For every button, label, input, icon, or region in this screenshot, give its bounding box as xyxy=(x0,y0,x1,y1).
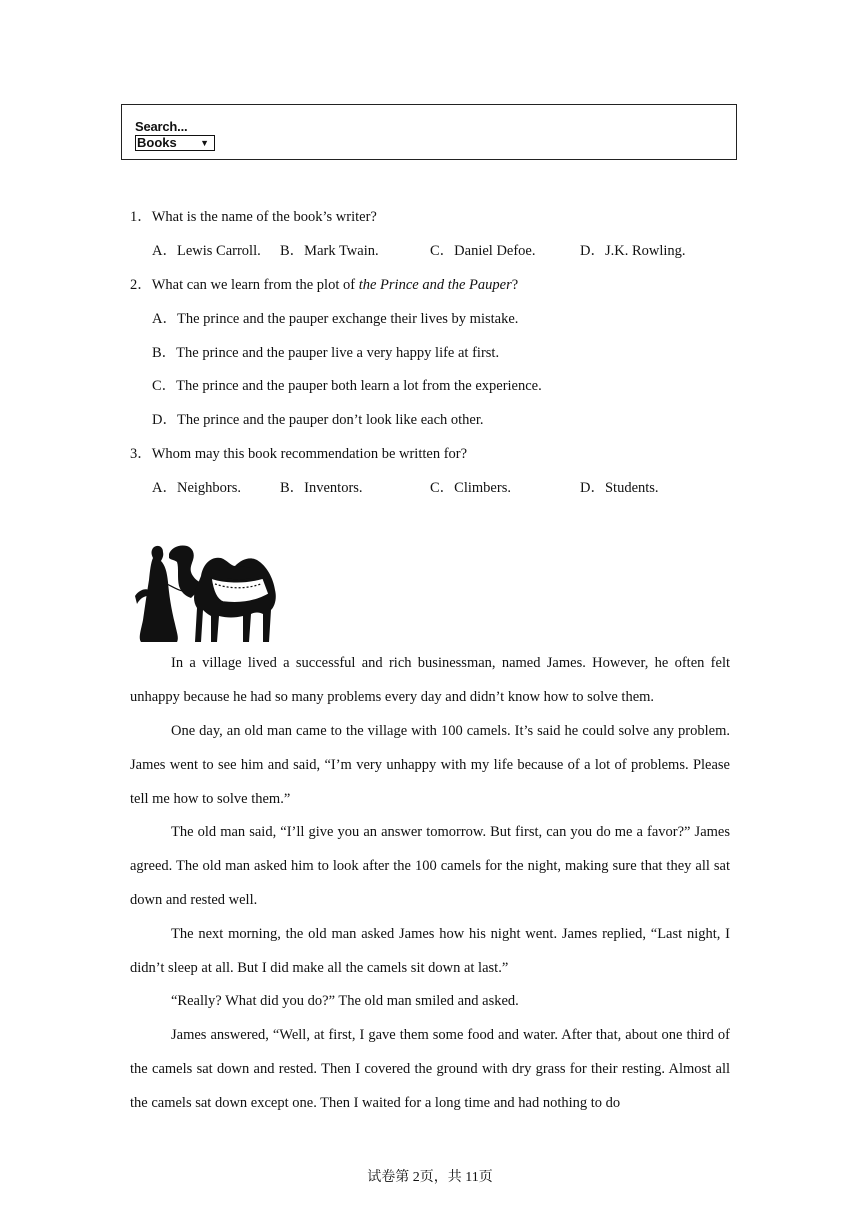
question-1 xyxy=(130,205,377,226)
page-footer: 试卷第 2页，共 11页 xyxy=(367,1170,493,1185)
story-paragraph-6: James answered, “Well, at first, I gave them some food and water. After that, about one third of the camels sat down and rested. Then I covered the ground with dry grass for their resting. Almost all the camels sat down except one. Then I waited for a long time and had nothing to do xyxy=(130,1027,730,1111)
question-3-option-b: B．Inventors. xyxy=(280,480,363,496)
question-2-number: 2． xyxy=(130,277,152,293)
search-widget xyxy=(121,104,737,160)
story-paragraph-3: The old man said, “I’ll give you an answer tomorrow. But first, can you do me a favor?” James agreed. The old man asked him to look after the 100 camels for the night, making sure that they all sat down and rested well. xyxy=(130,824,730,908)
question-1-option-c: C．Daniel Defoe. xyxy=(430,243,536,259)
question-3-text: Whom may this book recommendation be written for? xyxy=(151,446,468,462)
question-3-number: 3． xyxy=(130,446,152,462)
category-select-value: Books xyxy=(137,135,177,150)
question-3-option-c: C．Climbers. xyxy=(430,480,511,496)
question-2-option-d: D．The prince and the pauper don’t look like each other. xyxy=(152,412,484,428)
story-paragraph-2: One day, an old man came to the village with 100 camels. It’s said he could solve any problem. James went to see him and said, “I’m very unhappy with my life because of a lot of problems. Please tell me how to solve them.” xyxy=(130,723,730,807)
question-2-book-title: the Prince and the Pauper xyxy=(358,277,512,293)
question-1-option-b: B．Mark Twain. xyxy=(280,243,379,259)
question-1-text: What is the name of the book’s writer? xyxy=(151,209,377,225)
camel-silhouette-icon xyxy=(131,538,283,644)
question-2-option-a: A．The prince and the pauper exchange their lives by mistake. xyxy=(152,311,519,327)
question-2 xyxy=(130,273,518,294)
question-2-option-c: C．The prince and the pauper both learn a lot from the experience. xyxy=(152,378,542,394)
question-1-option-d: D．J.K. Rowling. xyxy=(580,243,686,259)
search-label: Search... xyxy=(135,119,188,134)
question-3 xyxy=(130,442,467,463)
question-3-option-d: D．Students. xyxy=(580,480,659,496)
question-2-text-end: ? xyxy=(511,277,519,293)
category-select xyxy=(135,135,215,151)
story-paragraph-4: The next morning, the old man asked James how his night went. James replied, “Last night, I didn’t sleep at all. But I did make all the camels sit down at last.” xyxy=(130,926,730,976)
question-1-number: 1． xyxy=(130,209,152,225)
story-paragraph-5: “Really? What did you do?” The old man smiled and asked. xyxy=(171,993,519,1009)
story-paragraph-1: In a village lived a successful and rich businessman, named James. However, he often felt unhappy because he had so many problems every day and didn’t know how to solve them. xyxy=(130,655,730,705)
question-2-option-b: B．The prince and the pauper live a very happy life at first. xyxy=(152,345,500,361)
question-1-option-a: A．Lewis Carroll. xyxy=(152,243,261,259)
question-2-text: What can we learn from the plot of xyxy=(151,277,359,293)
question-3-option-a: A．Neighbors. xyxy=(152,480,242,496)
dropdown-arrow-icon: ▼ xyxy=(200,138,209,148)
